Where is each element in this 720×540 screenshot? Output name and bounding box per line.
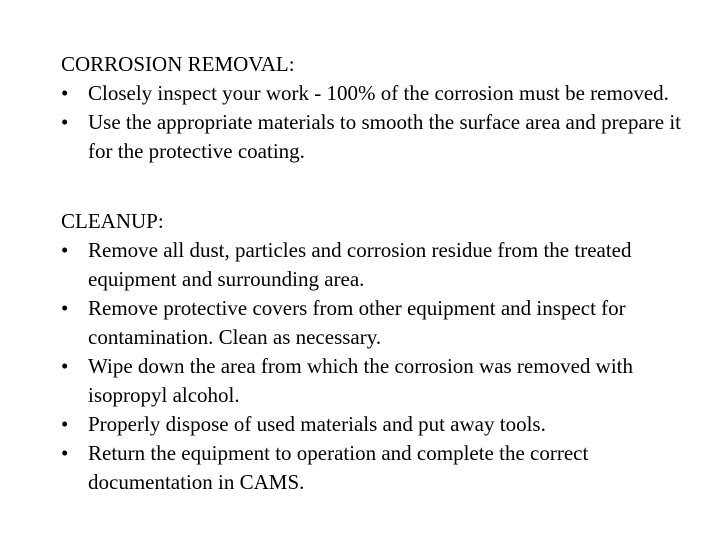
cleanup-heading: CLEANUP: — [61, 209, 164, 233]
list-item-text: Remove protective covers from other equipment and inspect for contamination. Clean as necessary. — [88, 296, 626, 349]
list-item-text: Use the appropriate materials to smooth the surface area and prepare it for the protective coating. — [88, 110, 681, 163]
corrosion-removal-list — [61, 79, 681, 166]
bullet-icon: • — [61, 81, 69, 105]
list-item — [61, 352, 681, 410]
corrosion-removal-heading: CORROSION REMOVAL: — [61, 52, 295, 76]
bullet-icon: • — [61, 441, 69, 465]
list-item — [61, 79, 681, 108]
list-item-text: Remove all dust, particles and corrosion residue from the treated equipment and surrounding area. — [88, 238, 632, 291]
bullet-icon: • — [61, 296, 69, 320]
list-item-text: Return the equipment to operation and complete the correct documentation in CAMS. — [88, 441, 589, 494]
list-item-text: Wipe down the area from which the corrosion was removed with isopropyl alcohol. — [88, 354, 633, 407]
list-item — [61, 236, 681, 294]
bullet-icon: • — [61, 238, 69, 262]
list-item — [61, 294, 681, 352]
bullet-icon: • — [61, 354, 69, 378]
cleanup-list — [61, 236, 681, 497]
list-item — [61, 410, 681, 439]
cleanup-section — [61, 207, 681, 497]
list-item-text: Closely inspect your work - 100% of the corrosion must be removed. — [88, 81, 669, 105]
list-item-text: Properly dispose of used materials and put away tools. — [88, 412, 546, 436]
bullet-icon: • — [61, 412, 69, 436]
bullet-icon: • — [61, 110, 69, 134]
list-item — [61, 439, 681, 497]
corrosion-removal-section — [61, 50, 681, 166]
list-item — [61, 108, 681, 166]
